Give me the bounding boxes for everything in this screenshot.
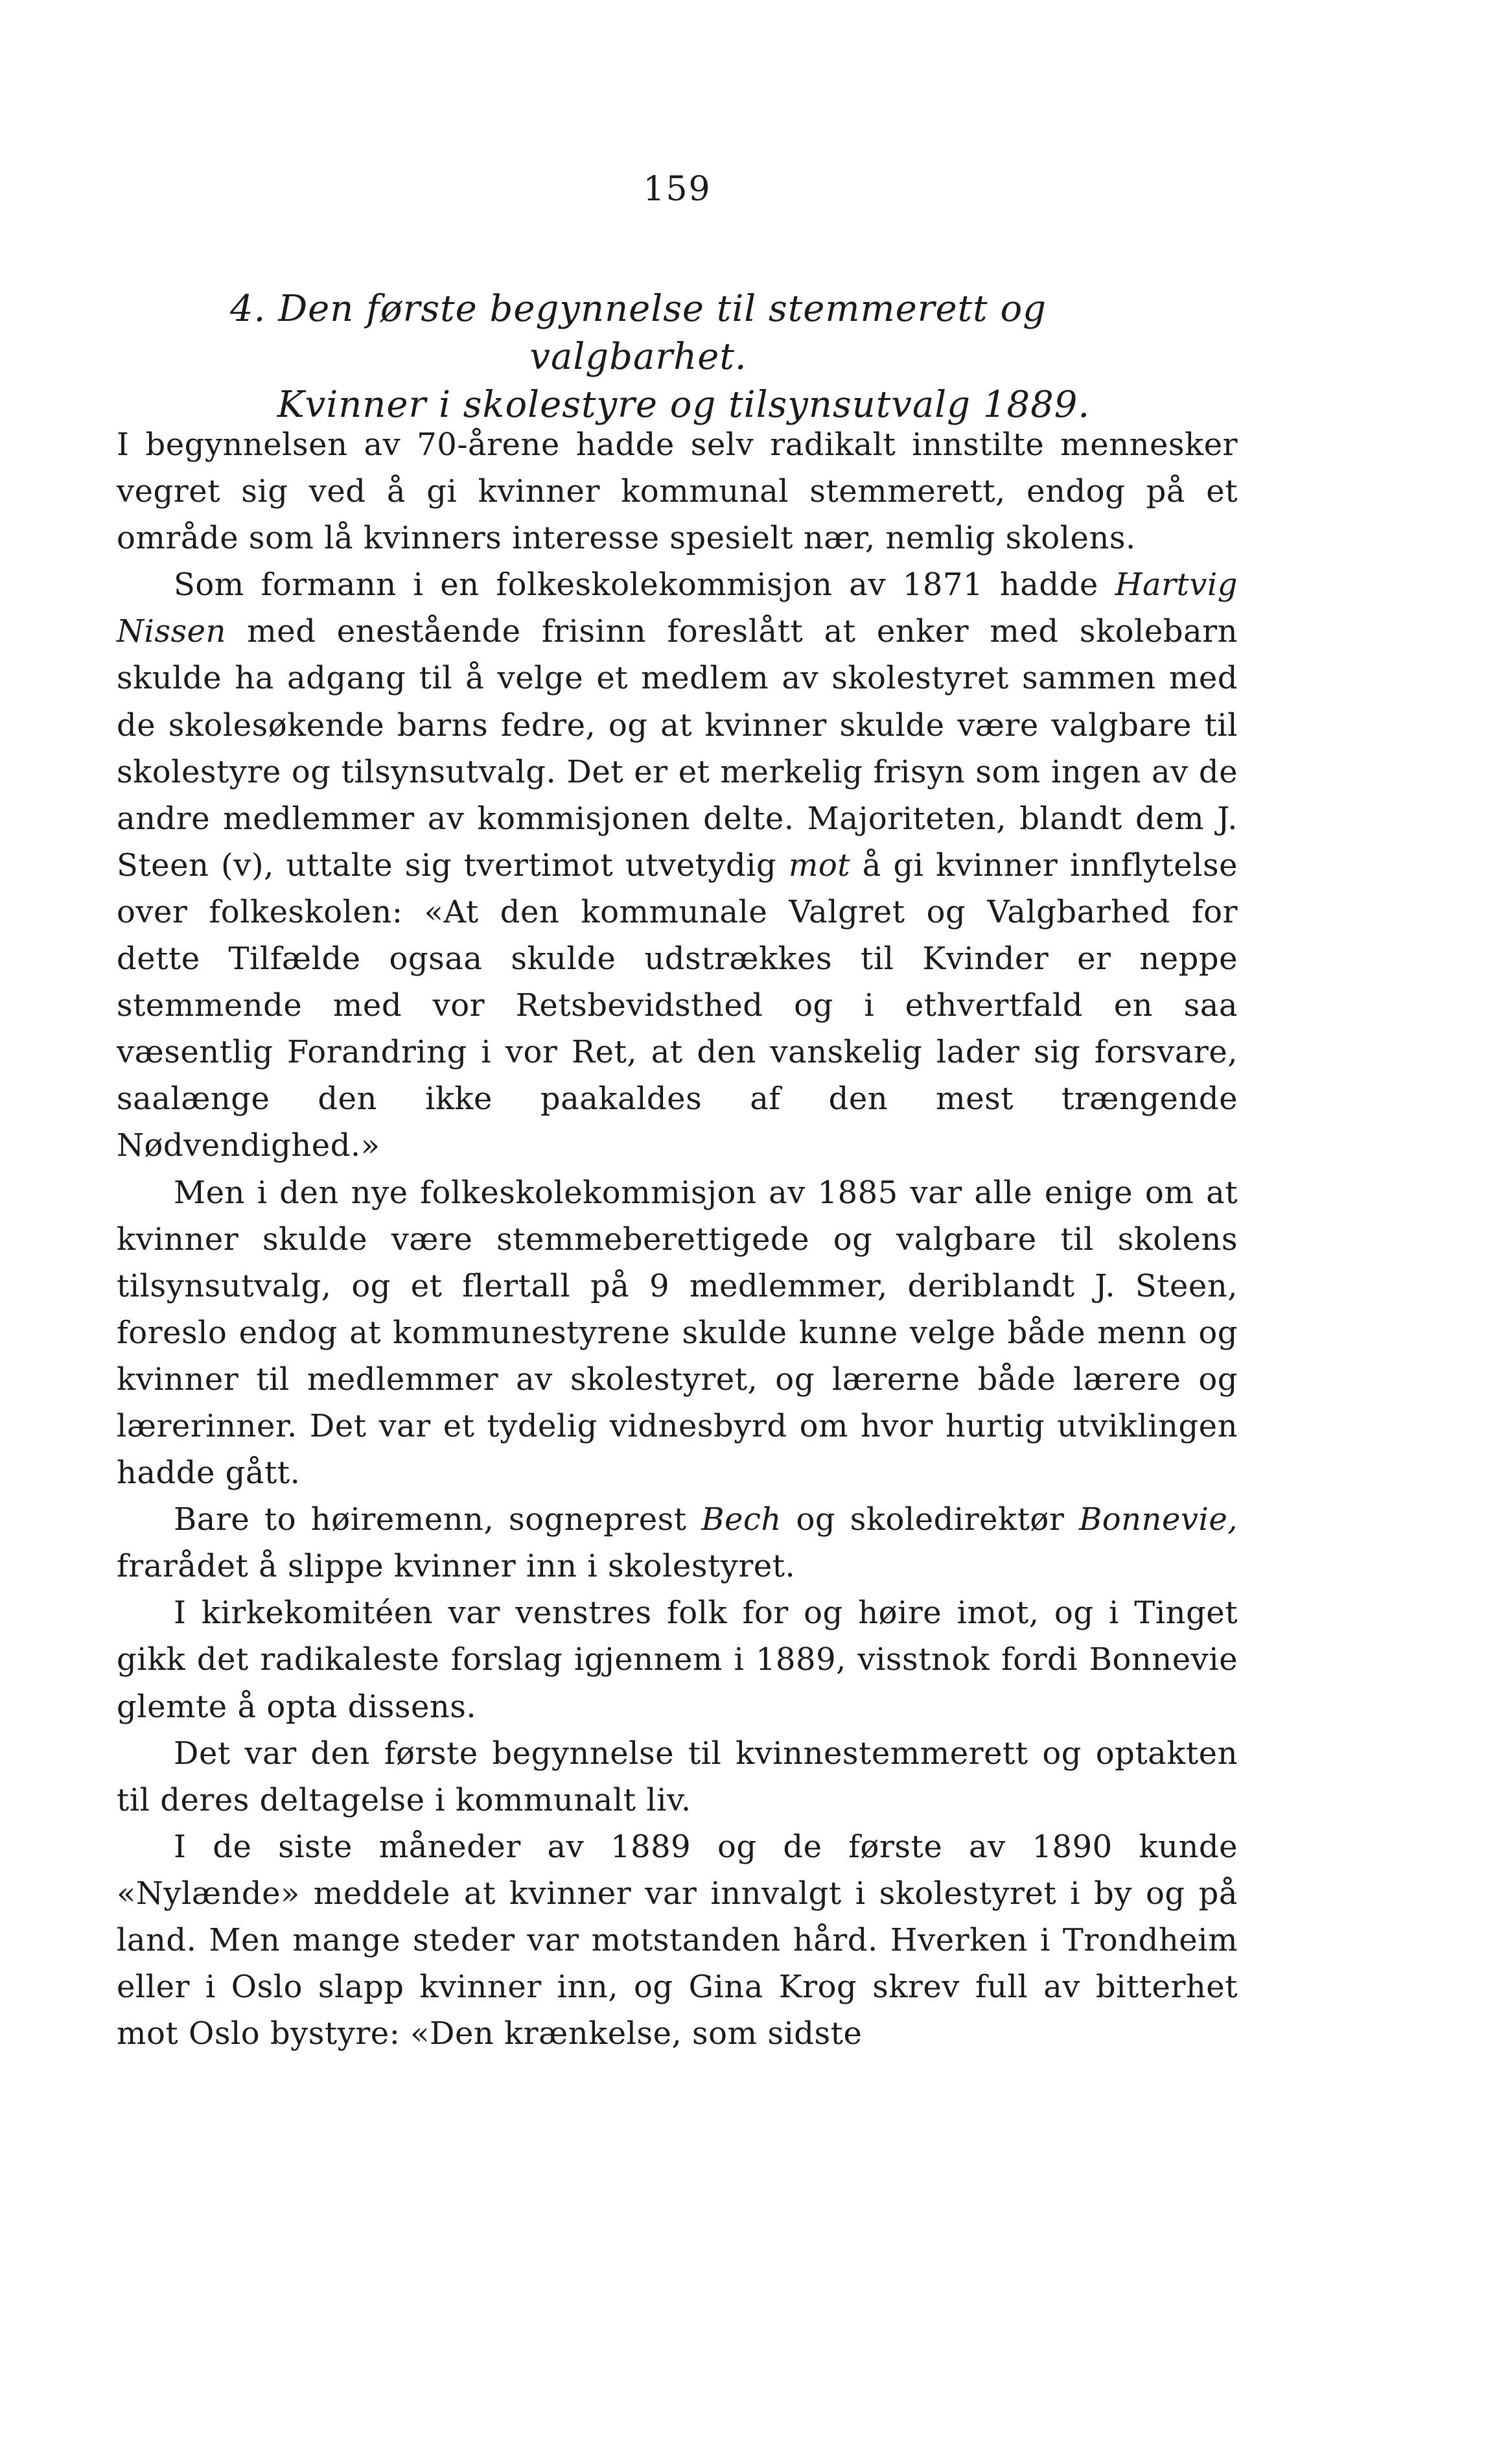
emphasis-mot: mot xyxy=(788,847,851,884)
paragraph-2-end: å gi kvinner innflytelse over folkeskolen: «At den kommunale Valgret og Valgbarhed for dette Tilfælde ogsaa skulde udstrækkes til Kvinder er neppe stemmende med vor Retsbevidsthed og i ethvertfald en saa væsentlig Forandring i vor Ret, at den vanskelig lader sig forsvare, saalænge den ikke paakaldes af den mest trængende Nødvendighed.» xyxy=(117,847,1238,1164)
paragraph-4-middle: og skoledirektør xyxy=(796,1501,1065,1538)
paragraph-2-middle: med enestående frisinn foreslått at enker med skolebarn skulde ha adgang til å velge et medlem av skolestyret sammen med de skolesøkende barns fedre, og at kvinner skulde være valgbare til skolestyre og tilsynsutvalg. Det er et merkelig frisyn som ingen av de andre medlemmer av kommisjonen delte. Majoriteten, blandt dem J. Steen (v), uttalte sig tvertimot utvetydig xyxy=(117,613,1238,884)
book-page xyxy=(117,0,1238,2464)
paragraph-4 xyxy=(117,1496,1238,1590)
person-name-bonnevie: Bonnevie, xyxy=(1078,1501,1238,1538)
paragraph-2-start: Som formann i en folkeskolekommisjon av 1871 hadde xyxy=(174,567,1098,604)
paragraph-4-start: Bare to høiremenn, sogneprest xyxy=(174,1501,687,1538)
paragraph-7: I de siste måneder av 1889 og de første av 1890 kunde «Nylænde» meddele at kvinner var innvalgt i skolestyret i by og på land. Men mange steder var motstanden hård. Hverken i Trondheim eller i Oslo slapp kvinner inn, og Gina Krog skrev full av bitterhet mot Oslo bystyre: «Den krænkelse, som sidste xyxy=(117,1828,1238,2052)
person-name-hartvig-nissen: Hartvig Nissen xyxy=(117,567,1238,650)
body-text xyxy=(117,421,1238,2057)
paragraph-1: I begynnelsen av 70-årene hadde selv radikalt innstilte mennesker vegret sig ved å gi kvinner kommunal stemmerett, endog på et område som lå kvinners interesse spesielt nær, nemlig skolens. xyxy=(117,427,1238,557)
person-name-bech: Bech xyxy=(701,1501,782,1538)
section-heading xyxy=(117,285,1238,429)
page-number: 159 xyxy=(643,170,712,209)
paragraph-6: Det var den første begynnelse til kvinnestemmerett og optakten til deres deltagelse i kommunalt liv. xyxy=(117,1735,1238,1818)
section-heading-line-2: Kvinner i skolestyre og tilsynsutvalg 1889. xyxy=(277,384,1091,426)
paragraph-2 xyxy=(117,561,1238,1169)
paragraph-5: I kirkekomitéen var venstres folk for og høire imot, og i Tinget gikk det radikaleste forslag igjennem i 1889, visstnok fordi Bonnevie glemte å opta dissens. xyxy=(117,1595,1238,1725)
paragraph-4-end: frarådet å slippe kvinner inn i skolestyret. xyxy=(117,1548,796,1585)
paragraph-3: Men i den nye folkeskolekommisjon av 1885 var alle enige om at kvinner skulde være stemmeberettigede og valgbare til skolens tilsynsutvalg, og et flertall på 9 medlemmer, deriblandt J. Steen, foreslo endog at kommunestyrene skulde kunne velge både menn og kvinner til medlemmer av skolestyret, og lærerne både lærere og lærerinner. Det var et tydelig vidnesbyrd om hvor hurtig utviklingen hadde gått. xyxy=(117,1174,1238,1492)
section-heading-line-1: 4. Den første begynnelse til stemmerett og valgbarhet. xyxy=(230,288,1047,378)
